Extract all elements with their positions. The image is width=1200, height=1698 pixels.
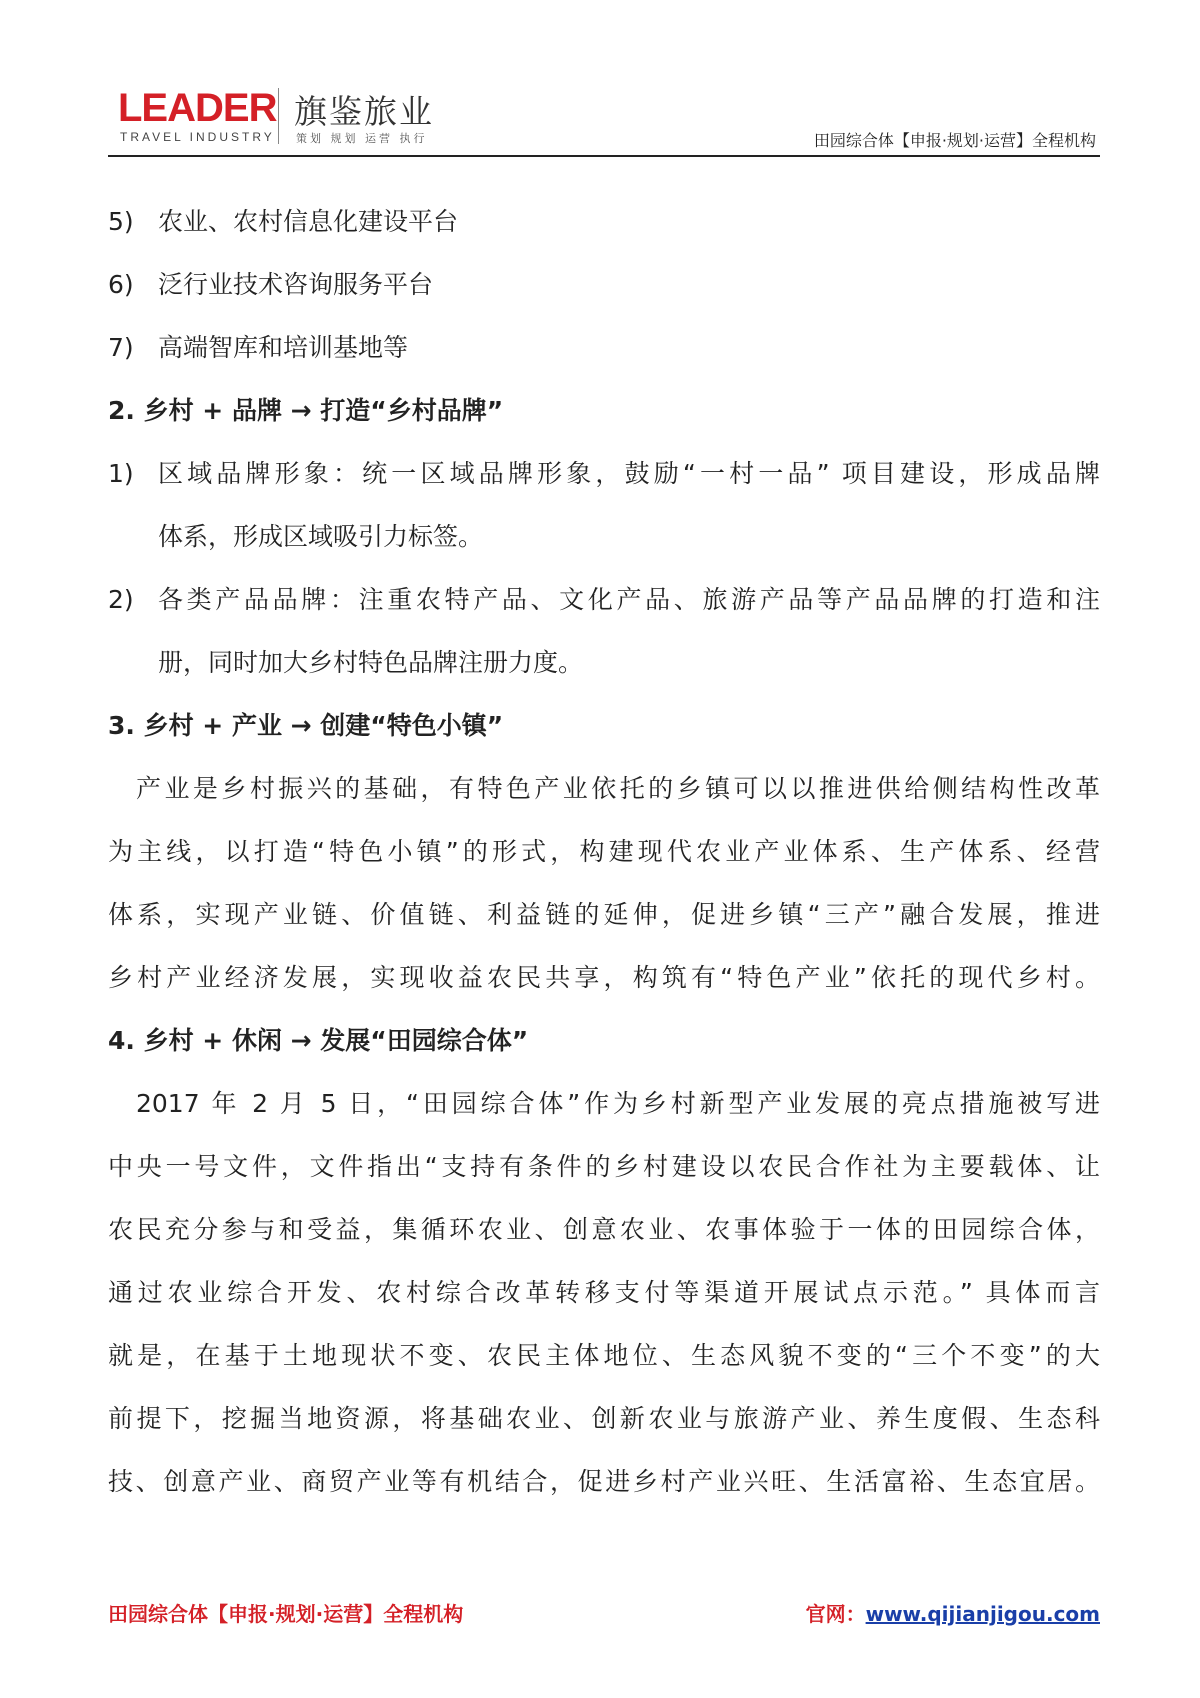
paragraph-line: 为主线，以打造“特色小镇”的形式，构建现代农业产业体系、生产体系、经营: [108, 837, 1100, 866]
list-text: 农业、农村信息化建设平台: [158, 207, 459, 236]
header-tagline: 田园综合体【申报·规划·运营】全程机构: [813, 131, 1096, 150]
list-item: [108, 442, 1100, 505]
footer-tagline: 田园综合体【申报·规划·运营】全程机构: [108, 1602, 464, 1626]
page-header: [108, 80, 1100, 156]
paragraph-line: 技、创意产业、商贸产业等有机结合，促进乡村产业兴旺、生活富裕、生态宜居。: [108, 1467, 1100, 1496]
paragraph-line: 中央一号文件，文件指出“支持有条件的乡村建设以农民合作社为主要载体、让: [108, 1152, 1100, 1181]
section-heading-leisure: 4. 乡村 + 休闲 → 发展“田园综合体”: [108, 1026, 529, 1055]
paragraph-line: 产业是乡村振兴的基础，有特色产业依托的乡镇可以以推进供给侧结构性改革: [136, 774, 1100, 803]
logo-divider: [278, 88, 279, 144]
leader-logo-subtitle: TRAVEL INDUSTRY: [120, 130, 275, 144]
list-item: [108, 316, 1100, 379]
paragraph-line: 通过农业综合开发、农村综合改革转移支付等渠道开展试点示范。” 具体而言: [108, 1278, 1100, 1307]
list-number: 7): [108, 333, 134, 362]
list-text: 各类产品品牌：注重农特产品、文化产品、旅游产品等产品品牌的打造和注: [158, 585, 1100, 614]
list-item: [108, 190, 1100, 253]
paragraph-line: 乡村产业经济发展，实现收益农民共享，构筑有“特色产业”依托的现代乡村。: [108, 963, 1100, 992]
list-text: 泛行业技术咨询服务平台: [158, 270, 434, 299]
section-heading-industry: 3. 乡村 + 产业 → 创建“特色小镇”: [108, 711, 504, 740]
brand-name-cn: 旗鉴旅业: [294, 92, 434, 131]
list-text-continued: 册，同时加大乡村特色品牌注册力度。: [158, 648, 584, 677]
list-text: 区域品牌形象：统一区域品牌形象，鼓励“一村一品” 项目建设，形成品牌: [158, 459, 1100, 488]
paragraph-line: 2017 年 2 月 5 日，“田园综合体”作为乡村新型产业发展的亮点措施被写进: [136, 1089, 1100, 1118]
list-number: 5): [108, 207, 134, 236]
list-number: 2): [108, 585, 134, 614]
header-divider: [108, 155, 1100, 157]
list-number: 6): [108, 270, 134, 299]
paragraph-line: 前提下，挖掘当地资源，将基础农业、创新农业与旅游产业、养生度假、生态科: [108, 1404, 1100, 1433]
paragraph-line: 体系，实现产业链、价值链、利益链的延伸，促进乡镇“三产”融合发展，推进: [108, 900, 1100, 929]
list-text-continued: 体系，形成区域吸引力标签。: [158, 522, 484, 551]
list-item: [108, 253, 1100, 316]
list-item: [108, 568, 1100, 631]
paragraph-line: 农民充分参与和受益，集循环农业、创意农业、农事体验于一体的田园综合体，: [108, 1215, 1100, 1244]
list-number: 1): [108, 459, 134, 488]
brand-tagline-cn: 策划 规划 运营 执行: [296, 132, 428, 145]
list-text: 高端智库和培训基地等: [158, 333, 409, 362]
footer-website: [806, 1598, 1100, 1627]
document-body: [108, 190, 1100, 1513]
paragraph-line: 就是，在基于土地现状不变、农民主体地位、生态风貌不变的“三个不变”的大: [108, 1341, 1100, 1370]
section-heading-brand: 2. 乡村 + 品牌 → 打造“乡村品牌”: [108, 396, 504, 425]
leader-logo-text: LEADER: [118, 86, 277, 130]
footer-website-label: 官网：: [805, 1602, 866, 1626]
website-link[interactable]: www.qijianjigou.com: [865, 1602, 1100, 1626]
